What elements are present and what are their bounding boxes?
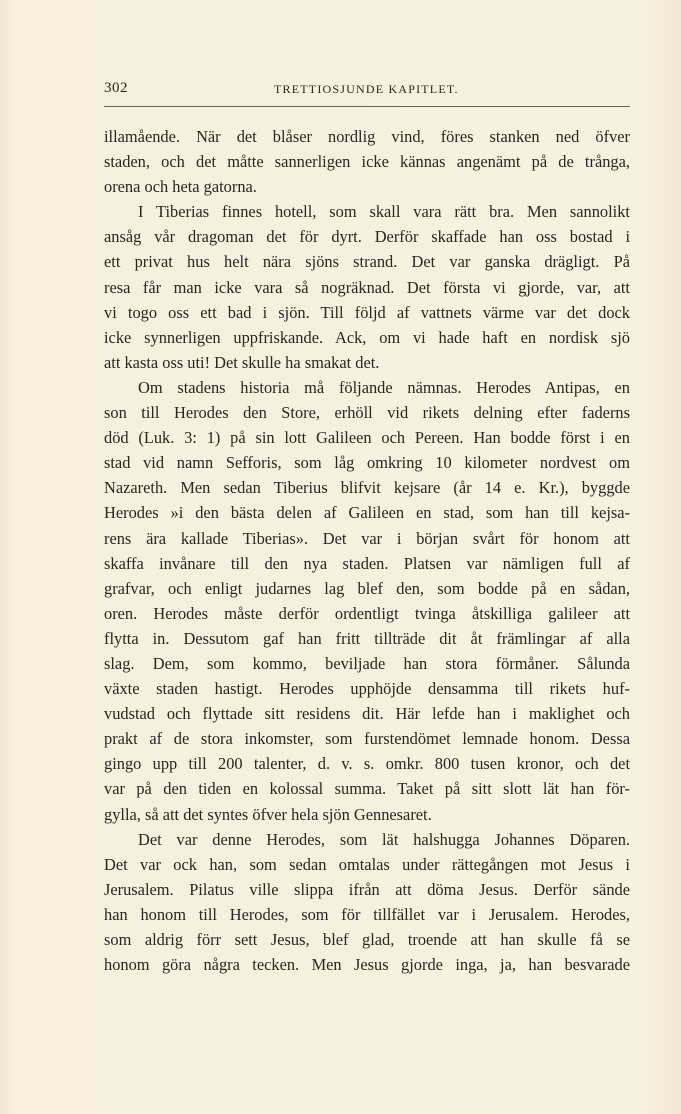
header-rule [104,106,630,107]
text-line: rens ära kallade Tiberias». Det var i början svårt för honom att [104,528,630,548]
text-line: gingo upp till 200 talenter, d. v. s. omkr. 800 tusen kronor, och det [104,754,630,774]
text-line: var på den tiden en kolossal summa. Taket på sitt slott lät han för- [104,779,630,799]
text-line: flytta in. Dessutom gaf han fritt tillträde dit åt främlingar af alla [104,628,630,648]
text-line: Om stadens historia må följande nämnas. Herodes Antipas, en [138,377,630,397]
text-line: icke synnerligen uppfriskande. Ack, om vi hade haft en nordisk sjö [104,327,630,347]
text-line: resa får man icke vara så nogräknad. Det första vi gjorde, var, att [104,277,630,297]
text-line: orena och heta gatorna. [104,177,257,197]
text-line: oren. Herodes måste derför ordentligt tvinga åtskilliga galileer att [104,603,630,623]
text-line: Jerusalem. Pilatus ville slippa ifrån att döma Jesus. Derför sände [104,879,630,899]
text-line: han honom till Herodes, som för tillfället var i Jerusalem. Herodes, [104,904,630,924]
text-line: vudstad och flyttade sitt residens dit. Här lefde han i maklighet och [104,704,630,724]
text-line: son till Herodes den Store, erhöll vid rikets delning efter faderns [104,403,630,423]
text-line: död (Luk. 3: 1) på sin lott Galileen och Pereen. Han bodde först i en [104,428,630,448]
running-head: TRETTIOSJUNDE KAPITLET. [274,82,459,96]
text-line: växte staden hastigt. Herodes upphöjde densamma till rikets huf- [104,679,630,699]
text-line: som aldrig förr sett Jesus, blef glad, troende att han skulle få se [104,930,630,949]
page-header [104,80,630,100]
text-line: Det var denne Herodes, som lät halshugga Johannes Döparen. [138,829,630,849]
text-line: Det var ock han, som sedan omtalas under rättegången mot Jesus i [104,854,630,874]
text-line: slag. Dem, som kommo, beviljade han stora förmåner. Sålunda [104,653,630,673]
text-line: Herodes »i den bästa delen af Galileen en stad, som han till kejsa- [104,503,630,523]
page-number: 302 [104,80,128,96]
text-line: att kasta oss uti! Det skulle ha smakat det. [104,352,380,372]
text-line: staden, och det måtte sannerligen icke kännas angenämt på de trånga, [104,152,630,172]
body-text [104,124,630,977]
text-line: illamående. När det blåser nordlig vind, föres stanken ned öfver [104,127,630,146]
text-line: gylla, så att det syntes öfver hela sjön Gennesaret. [104,804,432,824]
text-line: ansåg vår dragoman det för dyrt. Derför skaffade han oss bostad i [104,227,630,247]
text-line: prakt af de stora inkomster, som furstendömet lemnade honom. Dessa [104,729,630,749]
text-line: I Tiberias finnes hotell, som skall vara rätt bra. Men sannolikt [138,202,630,222]
text-line: Nazareth. Men sedan Tiberius blifvit kejsare (år 14 e. Kr.), byggde [104,478,630,498]
text-line: ett privat hus helt nära sjöns strand. Det var ganska drägligt. På [104,252,630,272]
text-line: grafvar, och enligt judarnes lag blef den, som bodde på en sådan, [104,578,630,598]
text-line: honom göra några tecken. Men Jesus gjorde inga, ja, han besvarade [104,955,630,975]
text-line: stad vid namn Sefforis, som låg omkring 10 kilometer nordvest om [104,453,630,473]
text-line: vi togo oss ett bad i sjön. Till följd af vattnets värme var det dock [104,302,630,322]
text-line: skaffa invånare till den nya staden. Platsen var nämligen full af [104,553,630,573]
